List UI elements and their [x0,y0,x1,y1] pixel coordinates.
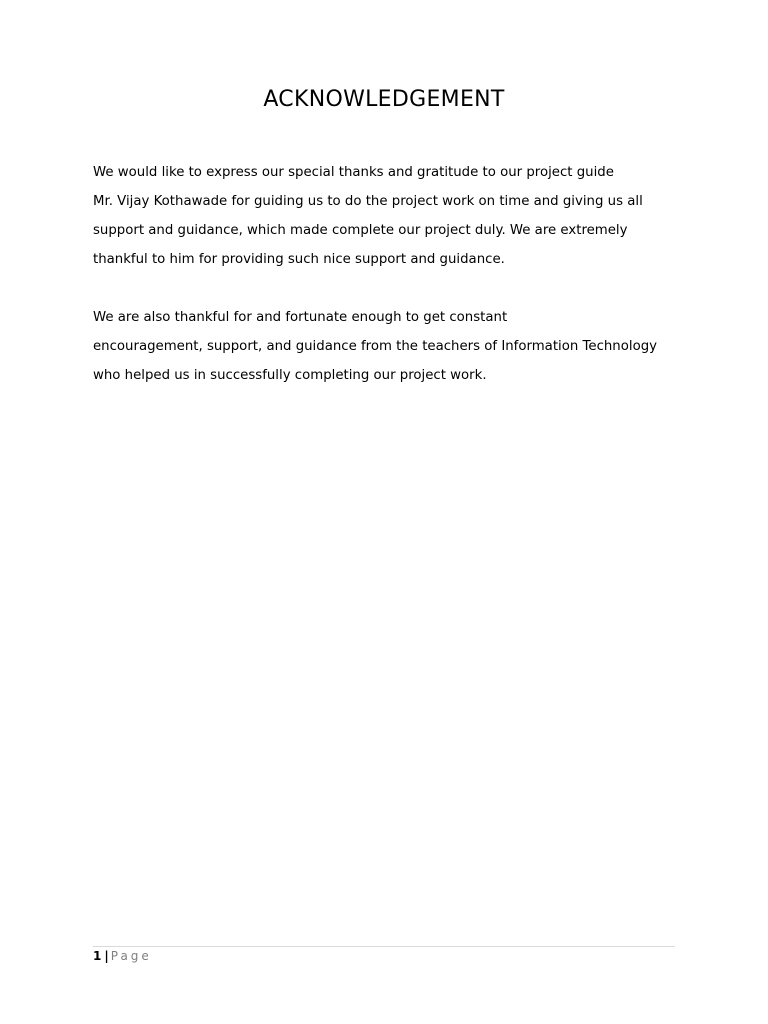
paragraph-line: thankful to him for providing such nice support and guidance. [93,252,505,267]
footer-separator: | [104,949,109,963]
paragraph-1 [93,158,693,274]
paragraph-line: encouragement, support, and guidance from the teachers of Information Technology [93,339,658,354]
paragraph-line: support and guidance, which made complete our project duly. We are extremely [93,223,628,238]
paragraph-line: Mr. Vijay Kothawade for guiding us to do the project work on time and giving us all [93,194,643,209]
page-label: Page [110,949,152,963]
paragraph-line: We would like to express our special thanks and gratitude to our project guide [93,165,614,180]
paragraph-2 [93,303,693,390]
footer-divider [93,946,675,947]
paragraph-line: We are also thankful for and fortunate enough to get constant [93,310,508,325]
page-footer [93,948,152,964]
paragraph-line: who helped us in successfully completing our project work. [93,368,487,383]
page-number: 1 [93,949,102,963]
page-title: ACKNOWLEDGEMENT [263,87,505,112]
